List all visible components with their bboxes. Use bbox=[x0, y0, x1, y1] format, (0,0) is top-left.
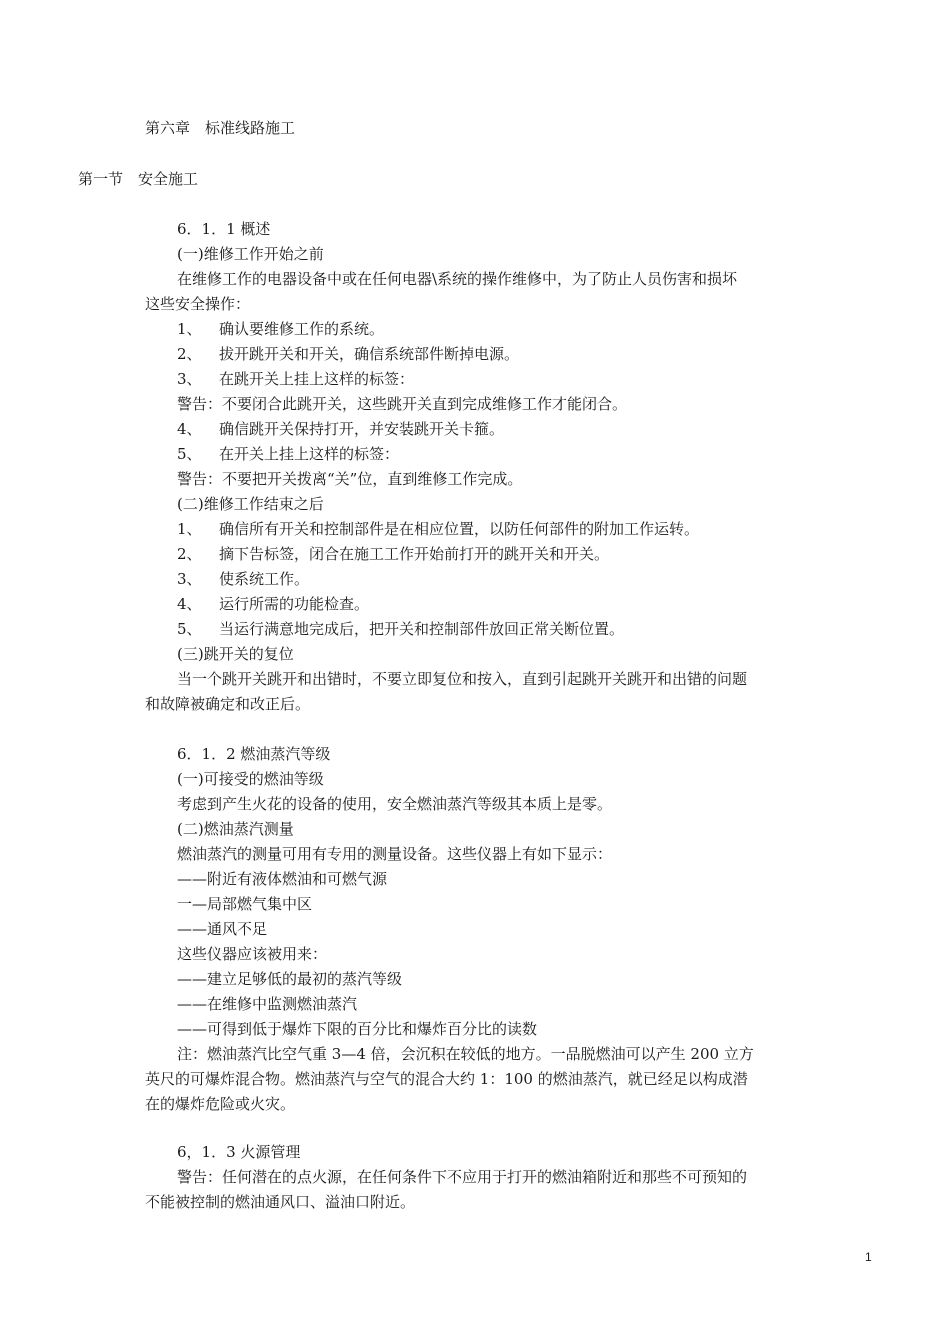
note-text: 在的爆炸危险或火灾。 bbox=[145, 1095, 296, 1113]
subheading-after-maintenance: (二)维修工作结束之后 bbox=[177, 495, 324, 513]
list-item: 3、 使系统工作。 bbox=[177, 570, 310, 588]
subsection-heading-611: 6．1．1 概述 bbox=[177, 220, 271, 238]
paragraph-text: 在维修工作的电器设备中或在任何电器\系统的操作维修中，为了防止人员伤害和损坏 bbox=[177, 270, 738, 288]
warning-text: 警告：不要把开关拨离“关”位，直到维修工作完成。 bbox=[177, 470, 523, 488]
list-item: 5、 当运行满意地完成后，把开关和控制部件放回正常关断位置。 bbox=[177, 620, 625, 638]
subheading-vapor-measurement: (二)燃油蒸汽测量 bbox=[177, 820, 294, 838]
note-text: 英尺的可爆炸混合物。燃油蒸汽与空气的混合大约 1：100 的燃油蒸汽，就已经足以构成潜 bbox=[145, 1070, 748, 1088]
dash-item: ——可得到低于爆炸下限的百分比和爆炸百分比的读数 bbox=[177, 1020, 538, 1038]
subsection-heading-613: 6，1．3 火源管理 bbox=[177, 1143, 301, 1161]
paragraph-text: 燃油蒸汽的测量可用有专用的测量设备。这些仪器上有如下显示： bbox=[177, 845, 613, 863]
dash-item: 一—局部燃气集中区 bbox=[177, 895, 313, 913]
list-item: 1、 确信所有开关和控制部件是在相应位置，以防任何部件的附加工作运转。 bbox=[177, 520, 700, 538]
list-item: 1、 确认要维修工作的系统。 bbox=[177, 320, 385, 338]
paragraph-text: 当一个跳开关跳开和出错时，不要立即复位和按入，直到引起跳开关跳开和出错的问题 bbox=[177, 670, 748, 688]
page-number: 1 bbox=[865, 1250, 872, 1264]
subheading-breaker-reset: (三)跳开关的复位 bbox=[177, 645, 294, 663]
list-item: 5、 在开关上挂上这样的标签： bbox=[177, 445, 400, 463]
warning-text: 不能被控制的燃油通风口、溢油口附近。 bbox=[145, 1193, 416, 1211]
warning-text: 警告：不要闭合此跳开关，这些跳开关直到完成维修工作才能闭合。 bbox=[177, 395, 628, 413]
list-item: 4、 确信跳开关保持打开，并安装跳开关卡箍。 bbox=[177, 420, 505, 438]
dash-item: ——附近有液体燃油和可燃气源 bbox=[177, 870, 388, 888]
subheading-acceptable-level: (一)可接受的燃油等级 bbox=[177, 770, 324, 788]
paragraph-text: 和故障被确定和改正后。 bbox=[145, 695, 311, 713]
subsection-heading-612: 6．1．2 燃油蒸汽等级 bbox=[177, 745, 331, 763]
paragraph-text: 这些安全操作： bbox=[145, 295, 251, 313]
paragraph-text: 考虑到产生火花的设备的使用，安全燃油蒸汽等级其本质上是零。 bbox=[177, 795, 613, 813]
chapter-title: 第六章 标准线路施工 bbox=[145, 119, 296, 137]
note-text: 注：燃油蒸汽比空气重 3—4 倍，会沉积在较低的地方。一品脱燃油可以产生 200 立方 bbox=[177, 1045, 754, 1063]
list-item: 3、 在跳开关上挂上这样的标签： bbox=[177, 370, 415, 388]
subheading-before-maintenance: (一)维修工作开始之前 bbox=[177, 245, 324, 263]
list-item: 2、 摘下告标签，闭合在施工工作开始前打开的跳开关和开关。 bbox=[177, 545, 610, 563]
dash-item: ——建立足够低的最初的蒸汽等级 bbox=[177, 970, 403, 988]
warning-text: 警告：任何潜在的点火源，在任何条件下不应用于打开的燃油箱附近和那些不可预知的 bbox=[177, 1168, 748, 1186]
paragraph-text: 这些仪器应该被用来： bbox=[177, 945, 328, 963]
list-item: 4、 运行所需的功能检查。 bbox=[177, 595, 370, 613]
dash-item: ——在维修中监测燃油蒸汽 bbox=[177, 995, 358, 1013]
section-title: 第一节 安全施工 bbox=[78, 170, 199, 188]
dash-item: ——通风不足 bbox=[177, 920, 268, 938]
list-item: 2、 拔开跳开关和开关，确信系统部件断掉电源。 bbox=[177, 345, 520, 363]
